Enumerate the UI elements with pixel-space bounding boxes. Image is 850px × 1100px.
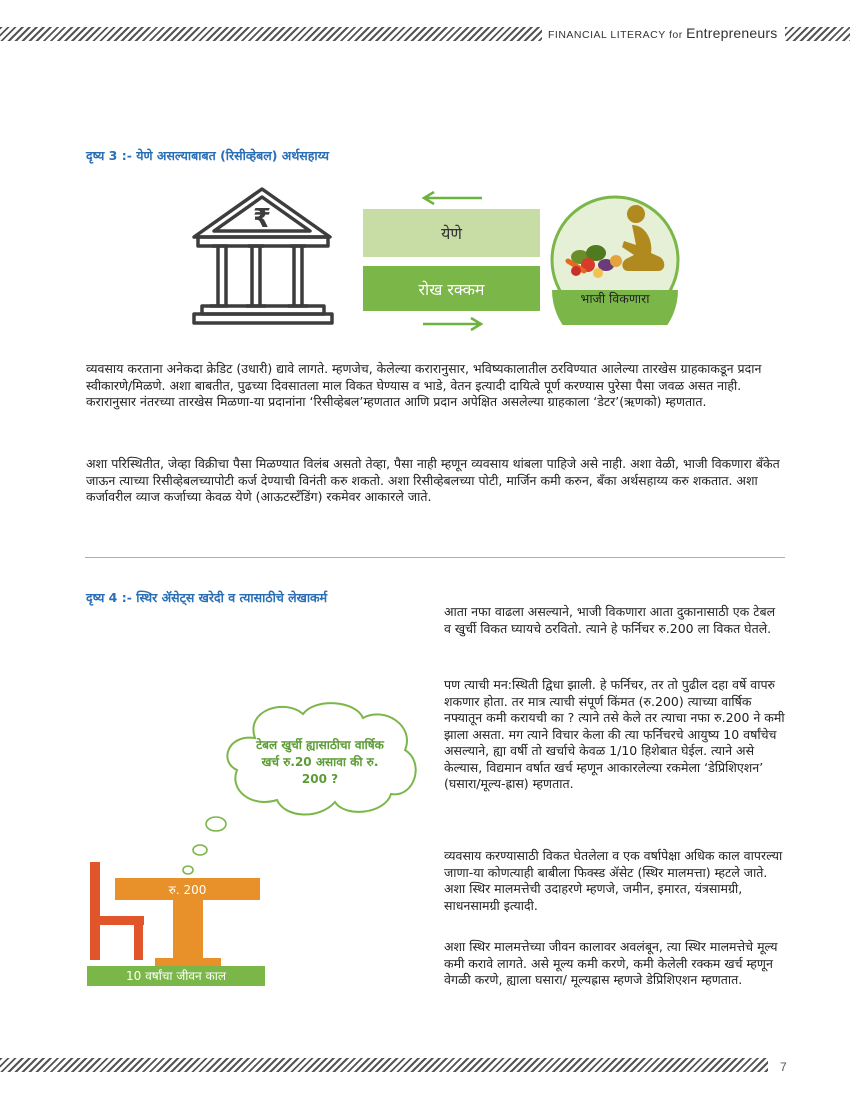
scene4-paragraph-1: आता नफा वाढला असल्याने, भाजी विकणारा आता दुकानासाठी एक टेबल व खुर्ची विकत घ्यायचे ठरवितो. त्याने हे फर्निचर रु.200 ला विकत घेतले.: [444, 604, 776, 636]
scene4-paragraph-2: पण त्याची मन:स्थिती द्विधा झाली. हे फर्निचर, तर तो पुढील दहा वर्षे वापरु शकणार होता. तर मात्र त्याची संपूर्ण किंमत (रु.200) त्याच्या वार्षिक नफ्यातून कमी करायची का ? त्याने तसे केले तर त्याचा नफा रु.200 ने कमी झाला असता. मग त्याने विचार केला की त्या फर्निचरचे आयुष्य 10 वर्षांचेच असल्याने, ह्या वर्षी तो खर्चाचे केवळ 1/10 हिशेबात घेईल. त्याने असे केल्यास, विद्यमान वर्षात खर्च म्हणून आकारलेल्या रकमेला ‘डेप्रिशिएशन’ (घसारा/मूल्य-ह्रास) म्हणतात.: [444, 677, 785, 791]
arrow-right-icon: [420, 316, 485, 332]
header-hatch-right: [785, 27, 850, 41]
table-price-label: रु. 200: [168, 883, 207, 897]
bank-icon: [190, 185, 335, 330]
page-number: 7: [780, 1060, 787, 1074]
currency-symbol: ₹: [252, 204, 272, 234]
life-label: 10 वर्षांचा जीवन काल: [87, 966, 265, 986]
header-title-emphasis: Entrepreneurs: [686, 25, 778, 41]
scene3-paragraph-2: अशा परिस्थितीत, जेव्हा विक्रीचा पैसा मिळण्यात विलंब असतो तेव्हा, पैसा नाही म्हणून व्यवसाय थांबला पाहिजे असे नाही. अशा वेळी, भाजी विकणारा बँकेत जाऊन त्याच्या रिसीव्हेबलच्यापोटी कर्ज देण्याची विनंती करु शकतो. अशा रिसीव्हेबलच्या पोटी, मार्जिन कमी करुन, बँका अर्थसहाय्य करु शकतात. अशा कर्जावरील व्याज कर्जाच्या केवळ येणे (आऊटस्टॅंडिंग) रकमेवर आकारले जाते.: [86, 456, 780, 504]
section-divider: [85, 557, 785, 558]
scene3-title: दृष्य 3 :- येणे असल्याबाबत (रिसीव्हेबल) अर्थसहाय्य: [86, 148, 329, 163]
scene4-paragraph-4: अशा स्थिर मालमत्तेच्या जीवन कालावर अवलंबून, त्या स्थिर मालमत्तेचे मूल्य कमी करावे लागते. असे मूल्य कमी करणे, कमी केलेली रक्कम खर्च म्हणून वेगळी करणे, ह्याला घसारा/ मूल्यह्रास म्हणजे डेप्रिशिएशन म्हणतात.: [444, 939, 778, 987]
header-title: [548, 25, 777, 41]
footer-hatch: [0, 1058, 768, 1072]
scene3-paragraph-1: व्यवसाय करताना अनेकदा क्रेडिट (उधारी) द्यावे लागते. म्हणजेच, केलेल्या करारानुसार, भविष्यकालातील ठरविण्यात आलेल्या तारखेस ग्राहकाकडून प्रदान स्वीकारणे/मिळणे. अशा बाबतीत, पुढच्या दिवसातला माल विकत घेण्यास व भाडे, वेतन इत्यादी दायित्वे पूर्ण करण्यास पुरेसा पैसा जवळ असत नाही. करारानुसार नंतरच्या तारखेस मिळणा-या प्रदानांना ‘रिसीव्हेबल’म्हणतात आणि प्रदान अपेक्षित असलेल्या ग्राहकाला ‘डेटर’(ऋणको) म्हणतात.: [86, 361, 762, 409]
thought-bubble-text: टेबल खुर्ची ह्यासाठीचा वार्षिक खर्च रु.20 असावा की रु. 200 ?: [256, 738, 384, 786]
header-hatch-left: [0, 27, 542, 41]
scene4-paragraph-3: व्यवसाय करण्यासाठी विकत घेतलेला व एक वर्षापेक्षा अधिक काल वापरल्या जाणा-या कोणत्याही बाबीला फिक्स्ड ॲसेट (स्थिर मालमत्ता) म्हटले जाते. अशा स्थिर मालमत्तेची उदाहरणे म्हणजे, जमीन, इमारत, यंत्रसामग्री, साधनसामग्री इत्यादी.: [444, 848, 783, 913]
scene4-title: दृष्य 4 :- स्थिर ॲसेट्स खरेदी व त्यासाठीचे लेखाकर्म: [86, 590, 328, 605]
header-title-prefix: FINANCIAL LITERACY for: [548, 29, 687, 41]
vendor-label: भाजी विकणारा: [580, 291, 650, 306]
receivable-box: येणे: [363, 209, 540, 257]
arrow-left-icon: [420, 190, 485, 206]
cash-box: रोख रक्कम: [363, 266, 540, 311]
